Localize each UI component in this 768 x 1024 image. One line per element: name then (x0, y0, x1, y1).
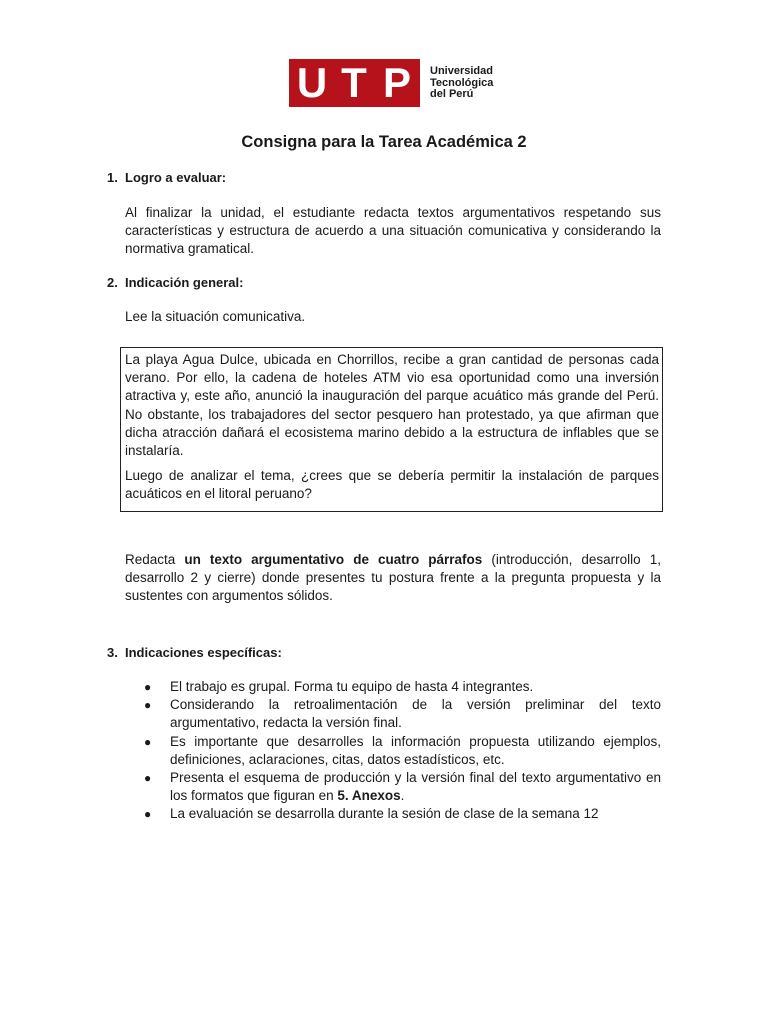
logo-line-1: Universidad (430, 65, 493, 77)
section-2-number: 2. (107, 275, 118, 290)
logo-wordmark (430, 66, 493, 101)
task-bold: un texto argumentativo de cuatro párrafos (184, 552, 483, 567)
bullet-icon: ● (144, 771, 152, 786)
page-title: Consigna para la Tarea Académica 2 (241, 133, 527, 151)
logo-letter-p: P (382, 59, 411, 106)
logo-letter-u: U (296, 59, 328, 106)
specific-indications-list (125, 678, 661, 824)
task-post: (introducción, desarrollo 1, desarrollo 2 y cierre) donde presentes tu postura frente a la pregunta propuesta y la sustentes con argumentos sólidos. (125, 552, 661, 603)
task-instructions (125, 551, 661, 605)
task-pre: Redacta (125, 552, 185, 567)
section-1-number: 1. (107, 170, 118, 185)
list-item (125, 678, 661, 696)
bullet-text-4-pre: Presenta el esquema de producción y la versión final del texto argumentativo en los formatos que figuran en (170, 770, 661, 804)
bullet-icon: ● (144, 680, 152, 694)
bullet-icon: ● (144, 698, 152, 713)
section-3-title: Indicaciones específicas: (125, 645, 282, 660)
bullet-text-1: El trabajo es grupal. Forma tu equipo de hasta 4 integrantes. (170, 679, 534, 694)
bullet-icon: ● (144, 807, 152, 822)
bullet-text-5: La evaluación se desarrolla durante la sesión de clase de la semana 12 (170, 806, 599, 822)
utp-logo (289, 59, 493, 107)
section-1-text: Al finalizar la unidad, el estudiante redacta textos argumentativos respetando sus características y estructura de acuerdo a una situación comunicativa y considerando la normativa gramatical. (125, 205, 661, 256)
section-3-number: 3. (107, 645, 118, 660)
section-1-heading (107, 170, 226, 185)
section-2-heading (107, 275, 243, 290)
bullet-text-4-post: . (400, 788, 405, 804)
section-3-heading (107, 645, 282, 660)
section-2-title: Indicación general: (125, 275, 244, 290)
situation-box (120, 347, 663, 512)
list-item (125, 696, 661, 732)
section-1-title: Logro a evaluar: (125, 170, 227, 185)
situation-paragraph: La playa Agua Dulce, ubicada en Chorrillos, recibe a gran cantidad de personas cada verano. Por ello, la cadena de hoteles ATM vio esa oportunidad como una inversión atractiva y, este año, anunció la inauguración del parque acuático más grande del Perú. No obstante, los trabajadores del sector pesquero han protestado, ya que afirman que dicha atracción dañará el ecosistema marino debido a la estructura de inflables que se instalaría. (125, 352, 659, 459)
logo-line-3: del Perú (430, 88, 474, 100)
situation-question: Luego de analizar el tema, ¿crees que se debería permitir la instalación de parques acuáticos en el litoral peruano? (125, 468, 659, 502)
list-item (125, 733, 661, 769)
annex-reference: 5. Anexos (337, 788, 401, 804)
logo-line-2: Tecnológica (430, 76, 494, 89)
bullet-icon: ● (144, 734, 152, 749)
list-item (125, 769, 661, 805)
section-2-intro: Lee la situación comunicativa. (125, 309, 306, 324)
list-item (125, 805, 661, 823)
bullet-text-3: Es importante que desarrolles la información propuesta utilizando ejemplos, definiciones, aclaraciones, citas, datos estadísticos, etc. (170, 733, 661, 767)
bullet-text-2: Considerando la retroalimentación de la versión preliminar del texto argumentativo, redacta la versión final. (170, 697, 661, 731)
logo-letter-t: T (341, 59, 367, 106)
